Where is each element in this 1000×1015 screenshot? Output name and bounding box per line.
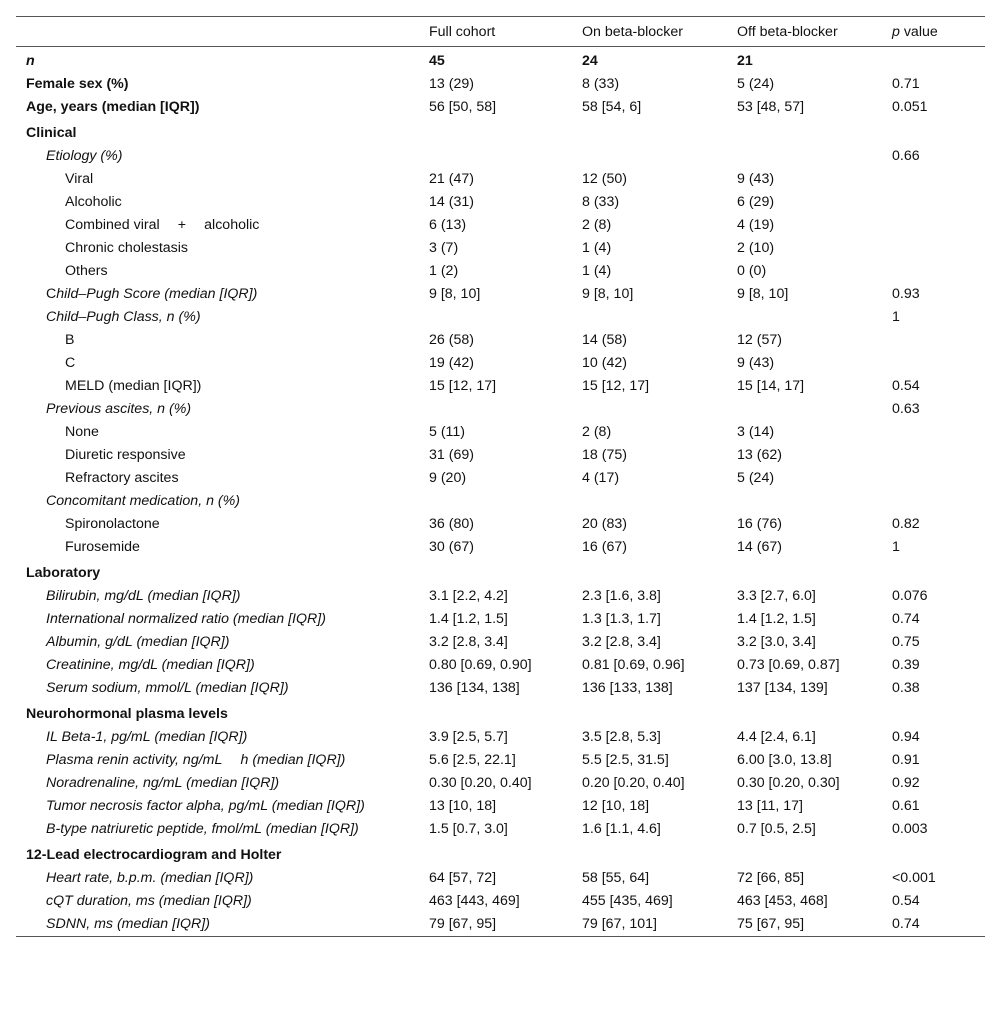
- row-label: Child–Pugh Score (median [IQR]): [46, 286, 258, 302]
- table-row: [16, 283, 985, 306]
- cell-off-beta-blocker: 2 (10): [737, 240, 775, 256]
- cell-p-value: 0.54: [892, 893, 920, 909]
- cell-full-cohort: 64 [57, 72]: [429, 870, 497, 886]
- cell-full-cohort: 5 (11): [429, 424, 466, 440]
- cell-full-cohort: 3.1 [2.2, 4.2]: [429, 588, 508, 604]
- cell-on-beta-blocker: 1 (4): [582, 240, 612, 256]
- cell-on-beta-blocker: 3.5 [2.8, 5.3]: [582, 729, 661, 745]
- table-row: [16, 145, 985, 168]
- table-row: [16, 913, 985, 937]
- cell-off-beta-blocker: 16 (76): [737, 516, 782, 532]
- row-label: B-type natriuretic peptide, fmol/mL (median [IQR]): [46, 821, 359, 837]
- table-row: [16, 375, 985, 398]
- header-p-value: p value: [886, 17, 985, 47]
- cell-on-beta-blocker: 10 (42): [582, 355, 627, 371]
- cell-on-beta-blocker: 12 (50): [582, 171, 627, 187]
- table-row: [16, 795, 985, 818]
- cell-p-value: [886, 47, 985, 74]
- cell-off-beta-blocker: [731, 306, 886, 329]
- cell-p-value: [886, 237, 985, 260]
- cell-full-cohort: 30 (67): [429, 539, 474, 555]
- cell-full-cohort: 3.2 [2.8, 3.4]: [429, 634, 508, 650]
- cell-off-beta-blocker: 14 (67): [737, 539, 782, 555]
- row-label: n: [26, 53, 35, 69]
- cell-p-value: [886, 260, 985, 283]
- cell-on-beta-blocker: 4 (17): [582, 470, 620, 486]
- cell-off-beta-blocker: 1.4 [1.2, 1.5]: [737, 611, 816, 627]
- cell-off-beta-blocker: 0 (0): [737, 263, 767, 279]
- cell-full-cohort: 13 (29): [429, 76, 474, 92]
- table-row: [16, 608, 985, 631]
- row-label: Serum sodium, mmol/L (median [IQR]): [46, 680, 289, 696]
- cell-on-beta-blocker: 2 (8): [582, 217, 612, 233]
- cell-p-value: [886, 490, 985, 513]
- table-row: [16, 191, 985, 214]
- cell-on-beta-blocker: 3.2 [2.8, 3.4]: [582, 634, 661, 650]
- cell-full-cohort: 0.80 [0.69, 0.90]: [429, 657, 532, 673]
- row-label: SDNN, ms (median [IQR]): [16, 913, 423, 937]
- header-off-beta-blocker: Off beta-blocker: [731, 17, 886, 47]
- cell-off-beta-blocker: 5 (24): [737, 470, 775, 486]
- row-label: None: [65, 424, 99, 440]
- table-row: [16, 513, 985, 536]
- table-row: [16, 421, 985, 444]
- header-full-cohort: Full cohort: [423, 17, 576, 47]
- cell-off-beta-blocker: 13 (62): [737, 447, 782, 463]
- cell-full-cohort: 21 (47): [429, 171, 474, 187]
- cell-off-beta-blocker: [731, 490, 886, 513]
- table-row: [16, 585, 985, 608]
- cell-off-beta-blocker: 12 (57): [737, 332, 782, 348]
- cell-off-beta-blocker: 9 (43): [737, 355, 775, 371]
- cell-p-value: [886, 421, 985, 444]
- cell-on-beta-blocker: 15 [12, 17]: [582, 378, 650, 394]
- cell-off-beta-blocker: 4 (19): [737, 217, 775, 233]
- table-row: [16, 867, 985, 890]
- row-label: Plasma renin activity, ng/mL h (median [IQR]): [46, 752, 346, 768]
- table-header-row: [16, 17, 985, 47]
- cell-on-beta-blocker: 1 (4): [582, 263, 612, 279]
- cell-full-cohort: 1.5 [0.7, 3.0]: [429, 821, 508, 837]
- cell-full-cohort: [423, 145, 576, 168]
- cell-full-cohort: 6 (13): [429, 217, 467, 233]
- cell-full-cohort: 9 [8, 10]: [429, 286, 481, 302]
- cell-off-beta-blocker: 4.4 [2.4, 6.1]: [737, 729, 816, 745]
- cell-off-beta-blocker: 15 [14, 17]: [737, 378, 805, 394]
- section-title: 12-Lead electrocardiogram and Holter: [26, 847, 282, 863]
- row-label: Combined viral + alcoholic: [65, 217, 260, 233]
- cell-off-beta-blocker: [731, 145, 886, 168]
- cell-on-beta-blocker: 136 [133, 138]: [582, 680, 673, 696]
- cell-full-cohort: 3 (7): [429, 240, 459, 256]
- cell-p-value: 0.66: [892, 148, 920, 164]
- cell-full-cohort: 45: [429, 53, 445, 69]
- section-title: Neurohormonal plasma levels: [26, 706, 228, 722]
- cell-off-beta-blocker: 6 (29): [737, 194, 775, 210]
- row-label: B: [65, 332, 75, 348]
- row-label: Refractory ascites: [65, 470, 179, 486]
- cell-off-beta-blocker: 9 [8, 10]: [737, 286, 789, 302]
- row-label: Previous ascites, n (%): [46, 401, 192, 417]
- cell-on-beta-blocker: 58 [55, 64]: [582, 870, 650, 886]
- row-label: cQT duration, ms (median [IQR]): [46, 893, 252, 909]
- cell-on-beta-blocker: 0.20 [0.20, 0.40]: [582, 775, 685, 791]
- cell-full-cohort: 1 (2): [429, 263, 459, 279]
- section-row-neurohormonal: [16, 700, 985, 726]
- row-label: Concomitant medication, n (%): [46, 493, 240, 509]
- cell-p-value: [886, 467, 985, 490]
- cell-off-beta-blocker: 0.30 [0.20, 0.30]: [737, 775, 840, 791]
- table-row: [16, 214, 985, 237]
- cell-full-cohort: 79 [67, 95]: [423, 913, 576, 937]
- row-label: C: [65, 355, 76, 371]
- cell-on-beta-blocker: 79 [67, 101]: [576, 913, 731, 937]
- baseline-characteristics-table: [16, 16, 985, 937]
- cell-on-beta-blocker: 8 (33): [582, 76, 620, 92]
- row-label: International normalized ratio (median [IQR]): [46, 611, 326, 627]
- cell-off-beta-blocker: 3 (14): [737, 424, 775, 440]
- cell-full-cohort: 1.4 [1.2, 1.5]: [429, 611, 508, 627]
- cell-on-beta-blocker: 5.5 [2.5, 31.5]: [582, 752, 669, 768]
- header-on-beta-blocker: On beta-blocker: [576, 17, 731, 47]
- section-row-clinical: [16, 119, 985, 145]
- cell-off-beta-blocker: 6.00 [3.0, 13.8]: [737, 752, 832, 768]
- cell-p-value: 0.003: [892, 821, 928, 837]
- cell-on-beta-blocker: 455 [435, 469]: [582, 893, 673, 909]
- cell-p-value: 0.93: [892, 286, 920, 302]
- section-row-ecg-holter: [16, 841, 985, 867]
- table-row: [16, 631, 985, 654]
- cell-p-value: 0.051: [892, 99, 928, 115]
- cell-full-cohort: 36 (80): [429, 516, 474, 532]
- table-row: [16, 467, 985, 490]
- table-row: [16, 352, 985, 375]
- cell-p-value: <0.001: [892, 870, 936, 886]
- table-row: [16, 329, 985, 352]
- table-row: [16, 306, 985, 329]
- cell-p-value: 0.54: [892, 378, 920, 394]
- cell-off-beta-blocker: 72 [66, 85]: [737, 870, 805, 886]
- cell-p-value: [886, 444, 985, 467]
- table-row: [16, 260, 985, 283]
- row-label: IL Beta-1, pg/mL (median [IQR]): [46, 729, 248, 745]
- cell-off-beta-blocker: 3.2 [3.0, 3.4]: [737, 634, 816, 650]
- cell-on-beta-blocker: 58 [54, 6]: [582, 99, 642, 115]
- cell-p-value: 1: [892, 309, 900, 325]
- cell-full-cohort: 15 [12, 17]: [429, 378, 497, 394]
- row-label: Bilirubin, mg/dL (median [IQR]): [46, 588, 241, 604]
- cell-p-value: 0.74: [892, 611, 920, 627]
- row-label: Others: [65, 263, 108, 279]
- table-row: [16, 654, 985, 677]
- cell-p-value: 0.61: [892, 798, 920, 814]
- cell-off-beta-blocker: 463 [453, 468]: [737, 893, 828, 909]
- cell-on-beta-blocker: [576, 490, 731, 513]
- cell-full-cohort: 26 (58): [429, 332, 474, 348]
- cell-p-value: 0.39: [892, 657, 920, 673]
- row-label: Tumor necrosis factor alpha, pg/mL (median [IQR]): [46, 798, 365, 814]
- table-row: [16, 96, 985, 119]
- row-label: Noradrenaline, ng/mL (median [IQR]): [46, 775, 280, 791]
- cell-p-value: 0.75: [892, 634, 920, 650]
- cell-p-value: 0.076: [892, 588, 928, 604]
- cell-off-beta-blocker: [731, 398, 886, 421]
- cell-full-cohort: 3.9 [2.5, 5.7]: [429, 729, 508, 745]
- row-label: Furosemide: [65, 539, 140, 555]
- table-row: [16, 536, 985, 559]
- table-row: [16, 237, 985, 260]
- cell-off-beta-blocker: 5 (24): [737, 76, 775, 92]
- cell-on-beta-blocker: 1.6 [1.1, 4.6]: [582, 821, 661, 837]
- cell-full-cohort: 14 (31): [429, 194, 474, 210]
- cell-on-beta-blocker: 9 [8, 10]: [582, 286, 634, 302]
- row-label: Age, years (median [IQR]): [26, 99, 200, 115]
- cell-p-value: [886, 191, 985, 214]
- cell-p-value: 0.38: [892, 680, 920, 696]
- cell-full-cohort: 9 (20): [429, 470, 467, 486]
- cell-on-beta-blocker: 1.3 [1.3, 1.7]: [582, 611, 661, 627]
- table-row: [16, 677, 985, 700]
- cell-on-beta-blocker: 8 (33): [582, 194, 620, 210]
- cell-on-beta-blocker: [576, 398, 731, 421]
- cell-on-beta-blocker: 2 (8): [582, 424, 612, 440]
- cell-off-beta-blocker: 21: [737, 53, 753, 69]
- cell-on-beta-blocker: 14 (58): [582, 332, 627, 348]
- table-row: [16, 73, 985, 96]
- cell-p-value: 0.94: [892, 729, 920, 745]
- cell-full-cohort: [423, 398, 576, 421]
- row-label: Diuretic responsive: [65, 447, 186, 463]
- cell-p-value: [886, 329, 985, 352]
- header-empty: [16, 17, 423, 47]
- table-row: [16, 168, 985, 191]
- cell-full-cohort: 13 [10, 18]: [429, 798, 497, 814]
- cell-full-cohort: [423, 490, 576, 513]
- section-row-laboratory: [16, 559, 985, 585]
- cell-full-cohort: 5.6 [2.5, 22.1]: [429, 752, 516, 768]
- cell-off-beta-blocker: 137 [134, 139]: [737, 680, 828, 696]
- table-row: [16, 444, 985, 467]
- cell-off-beta-blocker: 0.73 [0.69, 0.87]: [737, 657, 840, 673]
- cell-full-cohort: 463 [443, 469]: [429, 893, 520, 909]
- cell-p-value: 0.63: [892, 401, 920, 417]
- cell-off-beta-blocker: 3.3 [2.7, 6.0]: [737, 588, 816, 604]
- row-label: Creatinine, mg/dL (median [IQR]): [46, 657, 255, 673]
- cell-on-beta-blocker: 0.81 [0.69, 0.96]: [582, 657, 685, 673]
- cell-p-value: 0.71: [892, 76, 920, 92]
- cell-p-value: 0.91: [892, 752, 920, 768]
- table-row: [16, 726, 985, 749]
- cell-off-beta-blocker: 13 [11, 17]: [737, 798, 803, 814]
- cell-p-value: 0.92: [892, 775, 920, 791]
- cell-on-beta-blocker: [576, 145, 731, 168]
- cell-on-beta-blocker: 2.3 [1.6, 3.8]: [582, 588, 661, 604]
- cell-full-cohort: 0.30 [0.20, 0.40]: [429, 775, 532, 791]
- table-row: [16, 398, 985, 421]
- cell-full-cohort: [423, 306, 576, 329]
- cell-p-value: [886, 214, 985, 237]
- cell-off-beta-blocker: 53 [48, 57]: [737, 99, 805, 115]
- cell-on-beta-blocker: 20 (83): [582, 516, 627, 532]
- table-row: [16, 818, 985, 841]
- table-row: [16, 47, 985, 74]
- cell-p-value: [886, 168, 985, 191]
- cell-p-value: 0.74: [886, 913, 985, 937]
- table-row: [16, 772, 985, 795]
- row-label: Spironolactone: [65, 516, 160, 532]
- row-label: MELD (median [IQR]): [65, 378, 202, 394]
- cell-p-value: 1: [892, 539, 900, 555]
- cell-full-cohort: 31 (69): [429, 447, 474, 463]
- row-label: Heart rate, b.p.m. (median [IQR]): [46, 870, 254, 886]
- row-label: Etiology (%): [46, 148, 123, 164]
- cell-full-cohort: 56 [50, 58]: [429, 99, 497, 115]
- cell-on-beta-blocker: 24: [582, 53, 598, 69]
- table-row: [16, 749, 985, 772]
- cell-on-beta-blocker: 12 [10, 18]: [582, 798, 650, 814]
- table-row: [16, 890, 985, 913]
- row-label: Alcoholic: [65, 194, 122, 210]
- cell-full-cohort: 19 (42): [429, 355, 474, 371]
- cell-p-value: 0.82: [892, 516, 920, 532]
- cell-off-beta-blocker: 75 [67, 95]: [731, 913, 886, 937]
- table-row: [16, 490, 985, 513]
- row-label: Viral: [65, 171, 94, 187]
- cell-off-beta-blocker: 0.7 [0.5, 2.5]: [737, 821, 816, 837]
- cell-on-beta-blocker: 18 (75): [582, 447, 627, 463]
- row-label: Albumin, g/dL (median [IQR]): [46, 634, 230, 650]
- row-label: Child–Pugh Class, n (%): [46, 309, 201, 325]
- cell-on-beta-blocker: [576, 306, 731, 329]
- row-label: Chronic cholestasis: [65, 240, 189, 256]
- cell-off-beta-blocker: 9 (43): [737, 171, 775, 187]
- cell-p-value: [886, 352, 985, 375]
- section-title: Laboratory: [26, 565, 101, 581]
- cell-full-cohort: 136 [134, 138]: [429, 680, 520, 696]
- row-label: Female sex (%): [26, 76, 129, 92]
- section-title: Clinical: [26, 125, 77, 141]
- cell-on-beta-blocker: 16 (67): [582, 539, 627, 555]
